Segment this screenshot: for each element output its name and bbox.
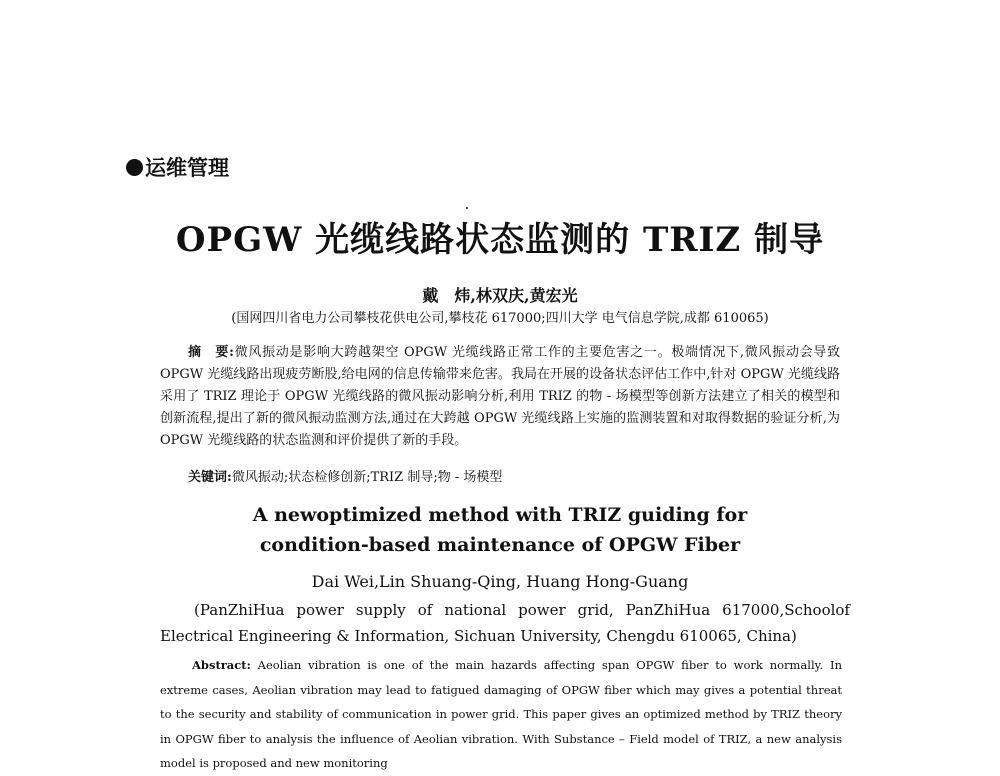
title-en-line1: A newoptimized method with TRIZ guiding for [252, 504, 748, 526]
keywords-cn-text: 微风振动;状态检修创新;TRIZ 制导;物 - 场模型 [231, 470, 503, 485]
title-en-line2: condition-based maintenance of OPGW Fiber [259, 534, 741, 556]
paper-title-cn: OPGW 光缆线路状态监测的 TRIZ 制导 [175, 220, 825, 260]
abstract-cn-label: 摘 要: [188, 345, 234, 360]
section-label: 运维管理 [145, 156, 229, 180]
abstract-cn-text: 微风振动是影响大跨越架空 OPGW 光缆线路正常工作的主要危害之一。极端情况下,微风振动会导致 OPGW 光缆线路出现疲劳断股,给电网的信息传输带来危害。我局在开展的设备状态评估工作中,针对 OPGW 光缆线路采用了 TRIZ 理论于 OPGW 光缆线路的微风振动影响分析,利用 TRIZ 的物 - 场模型等创新方法建立了相关的模型和创新流程,提出了新的微风振动监测方法,通过在大跨越 OPGW 光缆线路上实施的监测装置和对取得数据的验证分析,为 OPGW 光缆线路的状态监测和评价提供了新的手段。 [160, 345, 840, 448]
authors-en: Dai Wei,Lin Shuang-Qing, Huang Hong-Guang [311, 572, 689, 591]
paper-title-en [0, 500, 1000, 560]
keywords-cn [188, 466, 502, 485]
authors-cn: 戴 炜,林双庆,黄宏光 [422, 286, 578, 305]
abstract-en-label: Abstract: [192, 658, 251, 672]
abstract-cn [160, 342, 840, 452]
speck-mark [466, 207, 468, 209]
affiliation-en: (PanZhiHua power supply of national power grid, PanZhiHua 617000,Schoolof Electrical Engineering & Information, Sichuan University, Chengdu 610065, China) [160, 601, 850, 645]
keywords-cn-label: 关键词: [188, 470, 232, 485]
affiliation-cn: (国网四川省电力公司攀枝花供电公司,攀枝花 617000;四川大学 电气信息学院,成都 610065) [231, 311, 769, 326]
abstract-en [160, 653, 842, 776]
section-heading [126, 152, 229, 182]
bullet-icon [126, 159, 143, 176]
abstract-en-text: Aeolian vibration is one of the main hazards affecting span OPGW fiber to work normally. In extreme cases, Aeolian vibration may lead to fatigued damaging of OPGW fiber which may gives a potential threat to the security and stability of communication in power grid. This paper gives an optimized method by TRIZ theory in OPGW fiber to analysis the influence of Aeolian vibration. With Substance – Field model of TRIZ, a new analysis model is proposed and new monitoring [160, 658, 843, 770]
